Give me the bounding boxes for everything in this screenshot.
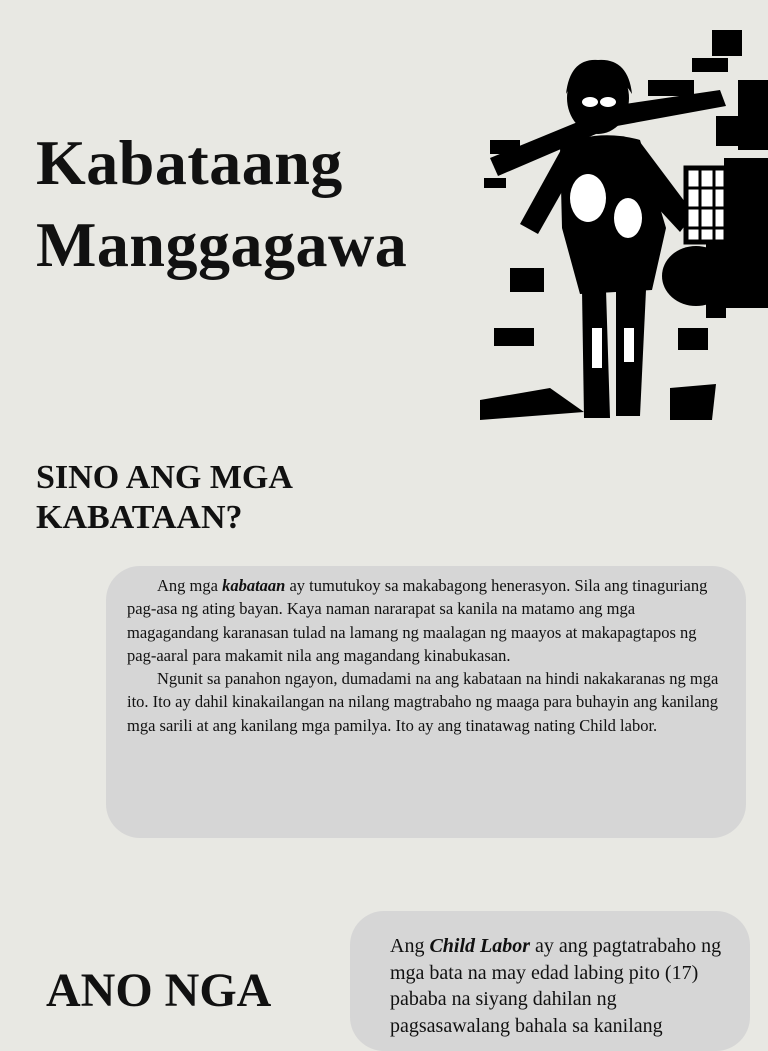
term-kabataan: kabataan [222, 576, 286, 595]
p-pre: Ang [390, 935, 430, 957]
page-title [36, 122, 407, 286]
child-laborer-photo [480, 28, 768, 423]
term-child-labor: Child Labor [429, 935, 531, 957]
info-box-kabataan [106, 566, 746, 838]
title-line-1: Kabataang [36, 127, 343, 198]
p1-pre: Ang mga [157, 576, 223, 595]
title-line-2: Manggagawa [36, 209, 408, 280]
info-box-child-labor [350, 911, 750, 1051]
paragraph-kabataan-1 [127, 574, 726, 667]
p1-post: ay tumutukoy sa makabagong henerasyon. Sila ang tinaguriang pag-asa ng ating bayan. Kaya naman nararapat sa kanila na matamo ang mga magagandang karanasan tulad na lamang ng maalagan ng maayos at makapagtapos ng pag-aaral para makamit nila ang magandang kinabukasan. [127, 576, 708, 665]
paragraph-child-labor [390, 933, 740, 1039]
section-heading-sino: SINO ANG MGA KABATAAN? [36, 459, 292, 536]
section-heading-ano: ANO NGA [46, 964, 272, 1017]
p-post: ay ang pagtatrabaho ng mga bata na may edad labing pito (17) pababa na siyang dahilan ng pagsasawalang bahala sa kanilang [390, 935, 722, 1037]
paragraph-kabataan-2: Ngunit sa panahon ngayon, dumadami na ang kabataan na hindi nakakaranas ng mga ito. Ito ay dahil kinakailangan na nilang magtrabaho ng maaga para buhayin ang kanilang mga sarili at ang kanilang mga pamilya. Ito ay ang tinatawag nating Child labor. [127, 669, 719, 735]
